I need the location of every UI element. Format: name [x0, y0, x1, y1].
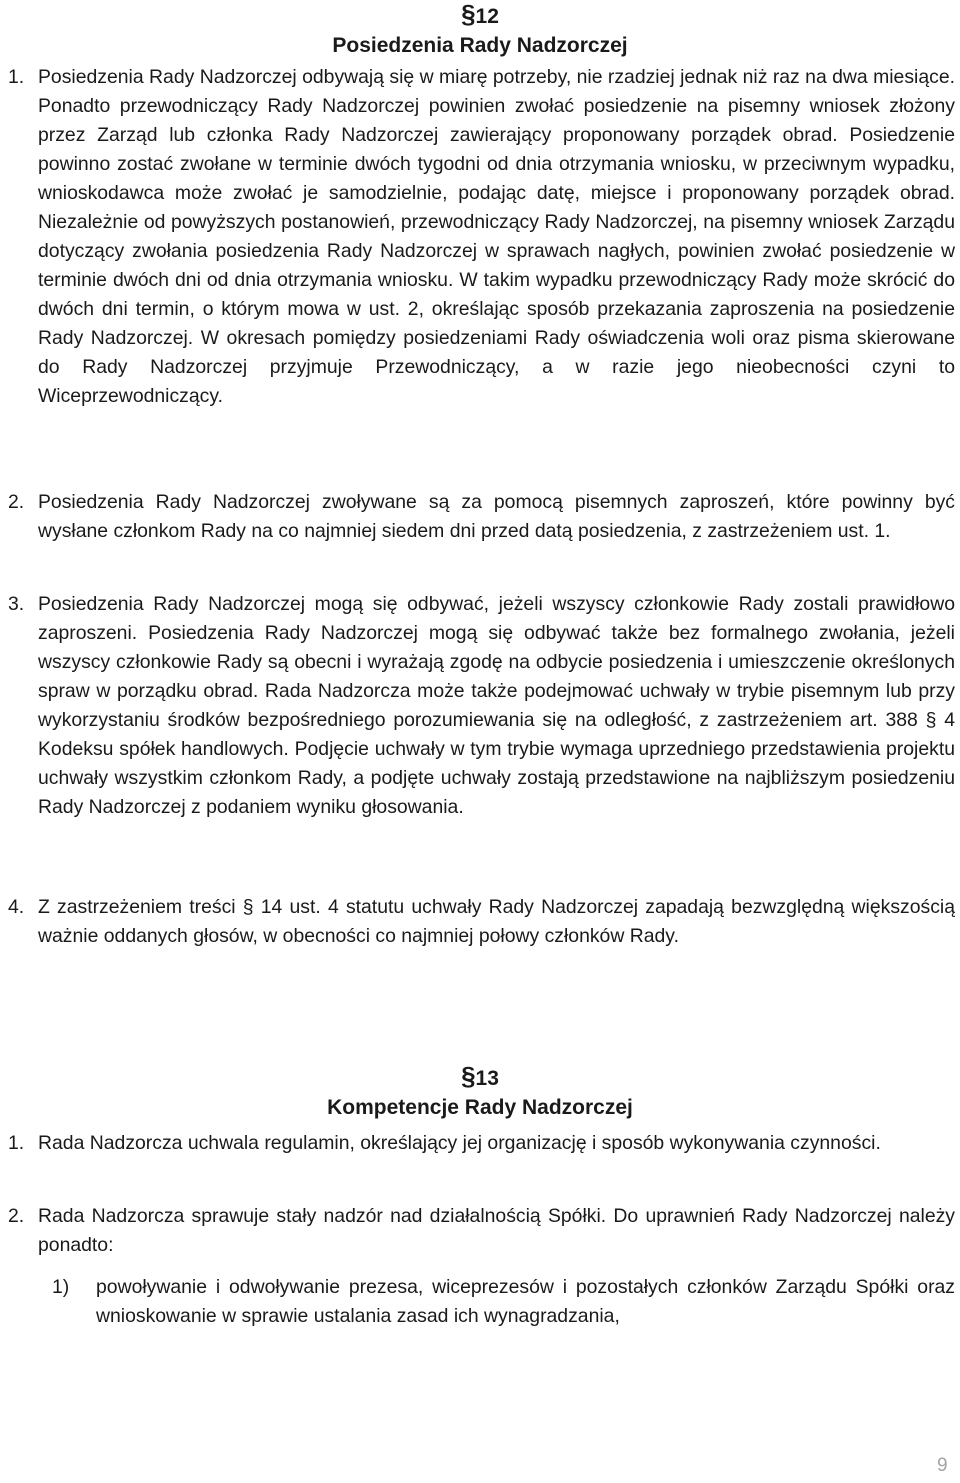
section-12-item-2: 2. Posiedzenia Rady Nadzorczej zwoływane są za pomocą pisemnych zaproszeń, które powinny być wysłane członkom Rady na co najmniej siedem dni przed datą posiedzenia, z zastrzeżeniem ust. 1. [8, 491, 955, 542]
section-13-item-2: 2. Rada Nadzorcza sprawuje stały nadzór nad działalnością Spółki. Do uprawnień Rady Nadzorczej należy ponadto: [8, 1205, 955, 1256]
section-13-subitem-1: 1) powoływanie i odwoływanie prezesa, wiceprezesów i pozostałych członków Zarządu Spółki oraz wnioskowanie w sprawie ustalania zasad ich wynagradzania, [52, 1276, 955, 1327]
section-12-item-1: 1. Posiedzenia Rady Nadzorczej odbywają się w miarę potrzeby, nie rzadziej jednak niż raz na dwa miesiące. Ponadto przewodniczący Rady Nadzorczej powinien zwołać posiedzenie na pisemny wniosek złożony przez Zarząd lub członka Rady Nadzorczej zawierający proponowany porządek obrad. Posiedzenie powinno zostać zwołane w terminie dwóch tygodni od dnia otrzymania wniosku, w przeciwnym wypadku, wnioskodawca może zwołać je samodzielnie, podając datę, miejsce i proponowany porządek obrad. Niezależnie od powyższych postanowień, przewodniczący Rady Nadzorczej, na pisemny wniosek Zarządu dotyczący zwołania posiedzenia Rady Nadzorczej w sprawach nagłych, powinien zwołać posiedzenie w terminie dwóch dni od dnia otrzymania wniosku. W takim wypadku przewodniczący Rady może skrócić do dwóch dni termin, o którym mowa w ust. 2, określając sposób przekazania zaproszenia na posiedzenie Rady Nadzorczej. W okresach pomiędzy posiedzeniami Rady oświadczenia woli oraz pisma skierowane do Rady Nadzorczej przyjmuje Przewodniczący, a w razie jego nieobecności czyni to Wiceprzewodniczący. [8, 66, 955, 407]
section-13-title: Kompetencje Rady Nadzorczej [327, 1096, 633, 1119]
section-12-heading [0, 0, 960, 60]
section-12-title: Posiedzenia Rady Nadzorczej [332, 34, 628, 57]
section-13-heading [0, 1062, 960, 1122]
section-12-item-3: 3. Posiedzenia Rady Nadzorczej mogą się odbywać, jeżeli wszyscy członkowie Rady zostali prawidłowo zaproszeni. Posiedzenia Rady Nadzorczej mogą się odbywać także bez formalnego zwołania, jeżeli wszyscy członkowie Rady są obecni i wyrażają zgodę na odbycie posiedzenia i umieszczenie określonych spraw w porządku obrad. Rada Nadzorcza może także podejmować uchwały w trybie pisemnym lub przy wykorzystaniu środków bezpośredniego porozumiewania się na odległość, z zastrzeżeniem art. 388 § 4 Kodeksu spółek handlowych. Podjęcie uchwały w tym trybie wymaga uprzedniego przedstawienia projektu uchwały wszystkim członkom Rady, a podjęte uchwały zostają przedstawione na najbliższym posiedzeniu Rady Nadzorczej z podaniem wyniku głosowania. [8, 593, 955, 818]
section-12-number: §12 [461, 0, 499, 29]
section-12-item-4: 4. Z zastrzeżeniem treści § 14 ust. 4 statutu uchwały Rady Nadzorczej zapadają bezwzględną większością ważnie oddanych głosów, w obecności co najmniej połowy członków Rady. [8, 896, 955, 947]
page-number: 9 [937, 1455, 948, 1476]
section-13-number: §13 [461, 1061, 499, 1091]
section-13-item-1: 1. Rada Nadzorcza uchwala regulamin, określający jej organizację i sposób wykonywania czynności. [8, 1132, 881, 1154]
